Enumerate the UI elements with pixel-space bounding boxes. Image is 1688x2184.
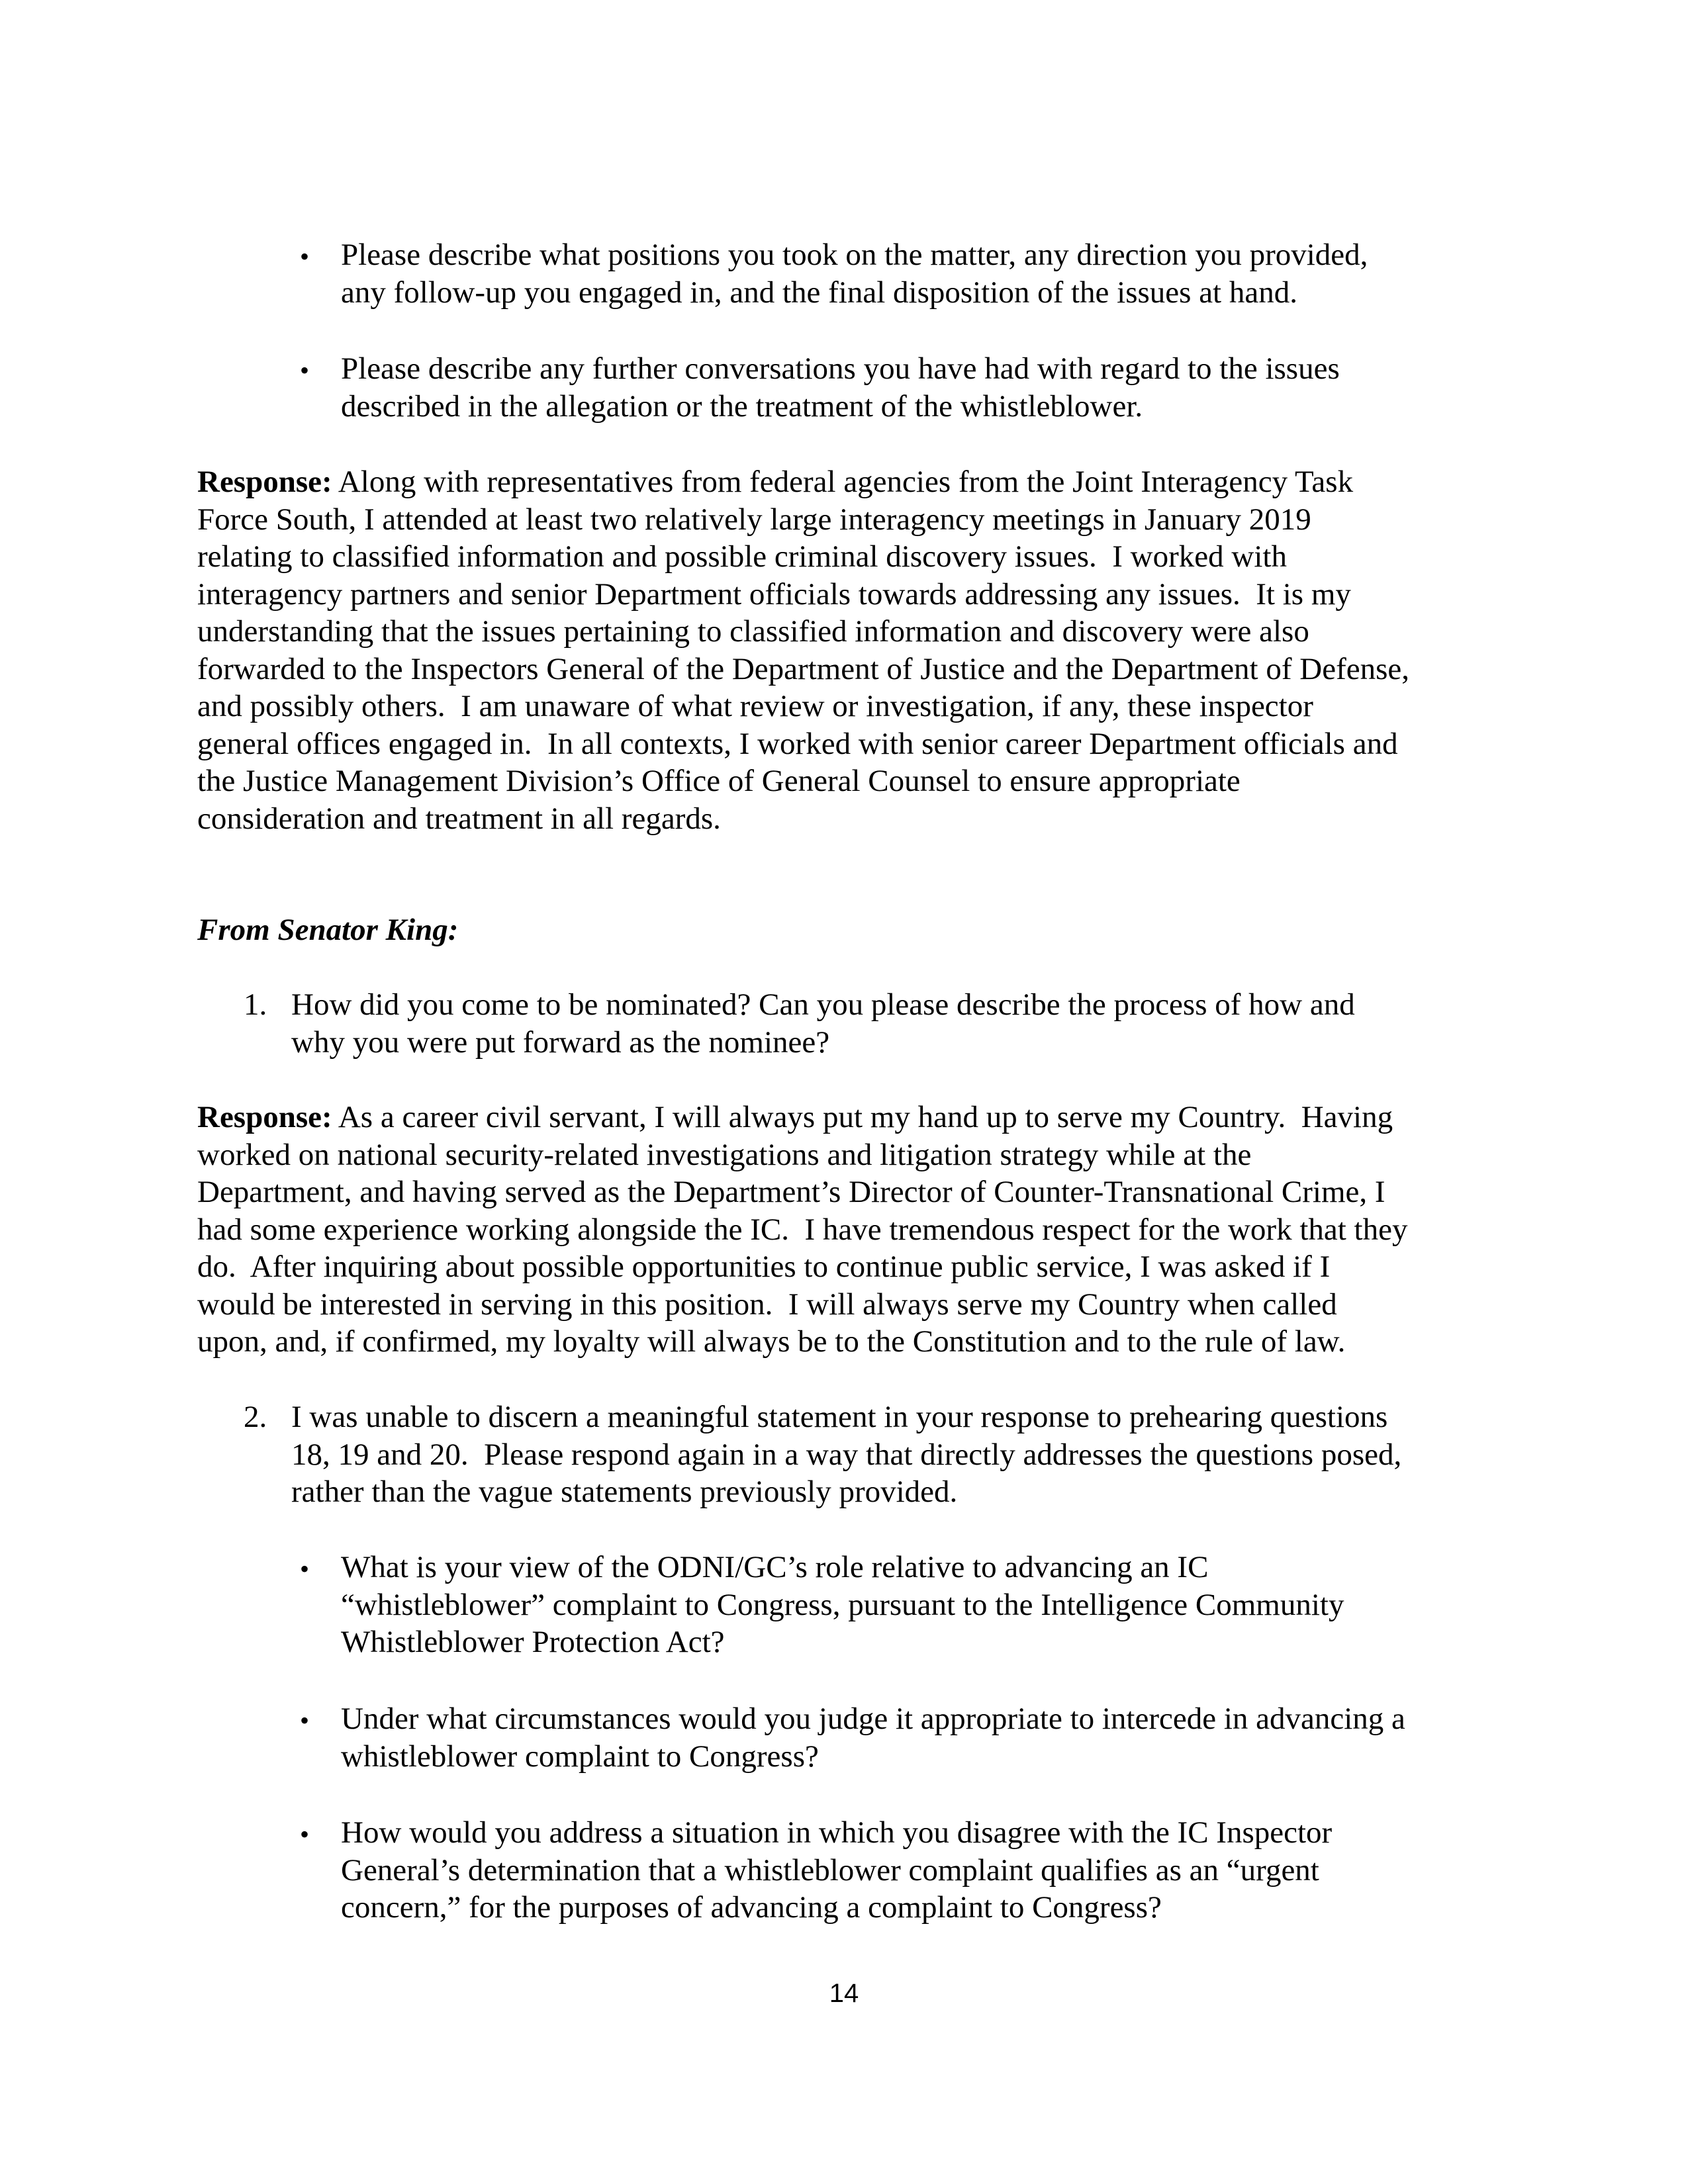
question-number: 1.: [244, 987, 267, 1022]
response-line: consideration and treatment in all regards.: [197, 801, 721, 836]
response-line: general offices engaged in. In all contexts, I worked with senior career Department officials and: [197, 727, 1398, 761]
response-paragraph-first-line: [197, 1099, 1393, 1136]
response-line: Force South, I attended at least two relatively large interagency meetings in January 2019: [197, 502, 1311, 537]
bullet-text: Under what circumstances would you judge it appropriate to intercede in advancing a: [341, 1702, 1405, 1736]
question-text: How did you come to be nominated? Can you please describe the process of how and: [291, 987, 1355, 1022]
response-line: the Justice Management Division’s Office of General Counsel to ensure appropriate: [197, 764, 1241, 798]
bullet-icon: •: [300, 1554, 310, 1584]
bullet-text: “whistleblower” complaint to Congress, pursuant to the Intelligence Community: [341, 1588, 1344, 1622]
bullet-text: described in the allegation or the treatment of the whistleblower.: [341, 389, 1143, 424]
question-number: 2.: [244, 1400, 267, 1434]
bullet-text: Please describe what positions you took on the matter, any direction you provided,: [341, 238, 1368, 272]
bullet-text: concern,” for the purposes of advancing a complaint to Congress?: [341, 1890, 1162, 1925]
bullet-text: Whistleblower Protection Act?: [341, 1625, 725, 1659]
bullet-text: What is your view of the ODNI/GC’s role relative to advancing an IC: [341, 1550, 1209, 1584]
response-line: Department, and having served as the Department’s Director of Counter-Transnational Crime, I: [197, 1175, 1385, 1209]
response-line: would be interested in serving in this position. I will always serve my Country when called: [197, 1287, 1337, 1322]
response-text: Along with representatives from federal agencies from the Joint Interagency Task: [332, 465, 1354, 499]
bullet-text: whistleblower complaint to Congress?: [341, 1739, 819, 1774]
response-line: upon, and, if confirmed, my loyalty will always be to the Constitution and to the rule of law.: [197, 1324, 1346, 1359]
response-paragraph-first-line: [197, 463, 1353, 501]
section-heading: From Senator King:: [197, 913, 459, 947]
response-text: As a career civil servant, I will always put my hand up to serve my Country. Having: [332, 1100, 1393, 1134]
bullet-text: any follow-up you engaged in, and the final disposition of the issues at hand.: [341, 275, 1297, 310]
question-text: 18, 19 and 20. Please respond again in a way that directly addresses the questions posed,: [291, 1437, 1402, 1472]
page-number: 14: [829, 1979, 859, 2008]
response-line: and possibly others. I am unaware of what review or investigation, if any, these inspector: [197, 689, 1313, 723]
bullet-icon: •: [300, 355, 310, 385]
question-text: rather than the vague statements previously provided.: [291, 1475, 958, 1509]
response-line: forwarded to the Inspectors General of the Department of Justice and the Department of Defense,: [197, 652, 1409, 686]
response-line: interagency partners and senior Department officials towards addressing any issues. It is my: [197, 577, 1351, 612]
bullet-text: General’s determination that a whistleblower complaint qualifies as an “urgent: [341, 1853, 1319, 1888]
response-line: do. After inquiring about possible opportunities to continue public service, I was asked if I: [197, 1250, 1331, 1284]
response-line: relating to classified information and possible criminal discovery issues. I worked with: [197, 539, 1287, 574]
response-line: worked on national security-related investigations and litigation strategy while at the: [197, 1138, 1252, 1172]
response-line: understanding that the issues pertaining to classified information and discovery were also: [197, 614, 1309, 649]
bullet-icon: •: [300, 1819, 310, 1849]
question-text: I was unable to discern a meaningful statement in your response to prehearing questions: [291, 1400, 1388, 1434]
response-line: had some experience working alongside the IC. I have tremendous respect for the work that they: [197, 1212, 1408, 1247]
bullet-text: Please describe any further conversations you have had with regard to the issues: [341, 351, 1340, 386]
bullet-text: How would you address a situation in which you disagree with the IC Inspector: [341, 1815, 1333, 1850]
bullet-icon: •: [300, 1706, 310, 1735]
question-text: why you were put forward as the nominee?: [291, 1025, 830, 1060]
response-label: Response:: [197, 1100, 332, 1134]
bullet-icon: •: [300, 242, 310, 271]
response-label: Response:: [197, 465, 332, 499]
